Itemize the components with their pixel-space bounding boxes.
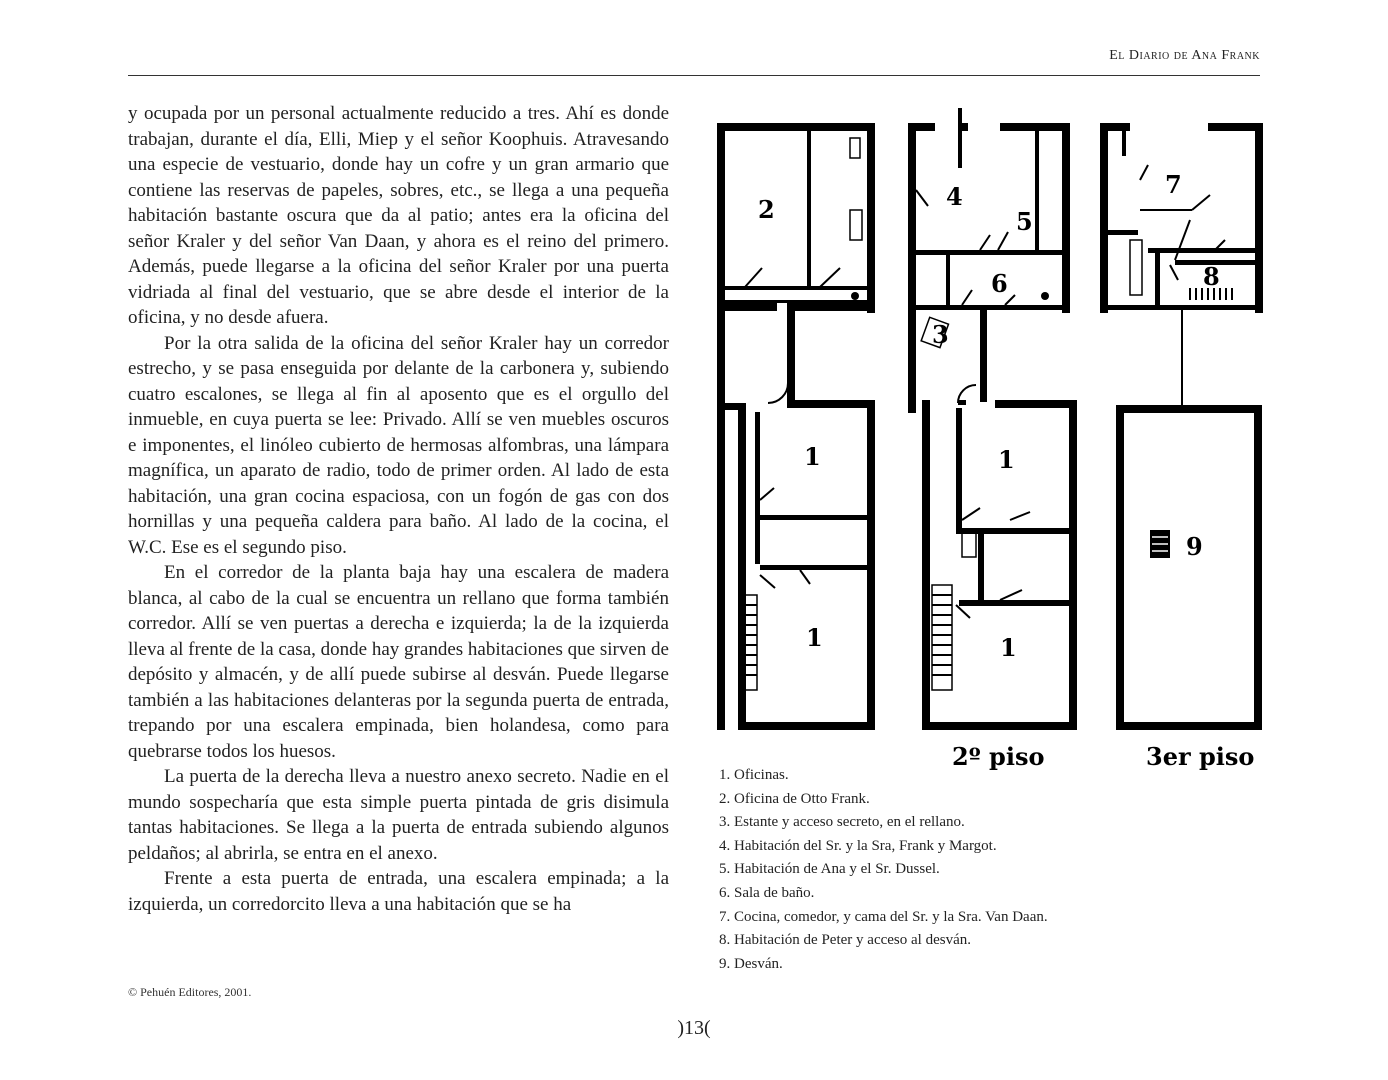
paragraph-4: La puerta de la derecha lleva a nuestro anexo secreto. Nadie en el mundo sospecharía que esta simple puerta pintada de gris disimula tantas habitaciones. Se llega a la puerta de entrada subiendo algunos peldaños; al abrirla, se entra en el anexo.: [128, 766, 669, 864]
paragraph-5: Frente a esta puerta de entrada, una escalera empinada; a la izquierda, un corredorcito lleva a una habitación que se ha: [128, 868, 669, 915]
paragraph-2: Por la otra salida de la oficina del señor Kraler hay un corredor estrecho, y se pasa enseguida por delante de la carbonera y, subiendo cuatro escalones, se llega al fin al aposento que es el orgullo del inmueble, en cuya puerta se lee: Privado. Allí se ven muebles oscuros e imponentes, el linóleo cubierto de hermosas alfombras, una lámpara magnífica, un aparato de radio, todo de primer orden. Al lado de esta habitación, una gran cocina espaciosa, con un fogón de gas con dos hornillas y una pequeña caldera para baño. Al lado de la cocina, el W.C. Ese es el segundo piso.: [128, 332, 669, 558]
first-floor-plan: [717, 123, 875, 730]
legend-item: 4. Habitación del Sr. y la Sra, Frank y Margot.: [719, 837, 997, 854]
room-2-label: 2: [758, 195, 775, 224]
legend-item: 7. Cocina, comedor, y cama del Sr. y la Sra. Van Daan.: [719, 908, 1048, 925]
attic-stairs: [1150, 530, 1170, 558]
second-floor-stairs: [932, 532, 976, 690]
running-header: El Diario de Ana Frank: [1109, 48, 1260, 63]
room-1-label: 1: [1000, 633, 1017, 662]
room-9-label: 9: [1186, 532, 1203, 561]
legend-item: 1. Oficinas.: [719, 767, 789, 783]
legend-item: 6. Sala de baño.: [719, 884, 815, 901]
legend-item: 9. Desván.: [719, 955, 783, 972]
paragraph-3: En el corredor de la planta baja hay una escalera de madera blanca, al cabo de la cual se encuentra un rellano que forma también corredor. Allí se ven puertas a derecha e izquierda; la de la izquierda lleva al frente de la casa, donde hay grandes habitaciones que sirven de depósito y almacén, y de allí puede subirse al desván. Puede llegarse también a las habitaciones delanteras por la segunda puerta de entrada, trepando por una escalera empinada, bien holandesa, como para quebrarse todos los huesos.: [128, 562, 669, 762]
page-number: )13(: [677, 1017, 711, 1039]
room-4-label: 4: [946, 182, 963, 211]
room-7-label: 7: [1165, 170, 1182, 199]
legend-item: 8. Habitación de Peter y acceso al desván.: [719, 932, 971, 949]
legend-item: 5. Habitación de Ana y el Sr. Dussel.: [719, 861, 940, 878]
floor-plan-diagram: [700, 100, 1280, 790]
room-1-label: 1: [804, 442, 821, 471]
floor-label-third: 3er piso: [1146, 742, 1255, 771]
body-text: [128, 101, 669, 917]
room-1-label: 1: [998, 445, 1015, 474]
room-8-label: 8: [1203, 262, 1220, 291]
header-rule: [128, 75, 1260, 76]
floor-label-second: 2º piso: [952, 742, 1045, 771]
third-floor-plan: [1100, 123, 1263, 771]
room-5-label: 5: [1016, 207, 1033, 236]
legend-item: 2. Oficina de Otto Frank.: [719, 790, 870, 807]
room-1-label: 1: [806, 623, 823, 652]
plan-legend: [719, 764, 1279, 976]
legend-item: 3. Estante y acceso secreto, en el rellano.: [719, 814, 965, 831]
room-3-label: 3: [932, 320, 949, 349]
second-floor-plan: [908, 108, 1077, 771]
copyright-notice: © Pehuén Editores, 2001.: [128, 985, 252, 999]
room-6-label: 6: [991, 269, 1008, 298]
paragraph-1: y ocupada por un personal actualmente reducido a tres. Ahí es donde trabajan, durante el día, Elli, Miep y el señor Koophuis. Atravesando una especie de vestuario, donde hay un cofre y un gran armario que contiene las reservas de papeles, sobres, etc., se llega a una pequeña habitación bastante oscura que da al patio; antes era la oficina del señor Kraler y del señor Van Daan, y ahora es el reino del primero. Además, puede llegarse a la oficina del señor Kraler por una puerta vidriada al final del vestuario, que se abre desde el interior de la oficina, y no desde afuera.: [128, 103, 669, 328]
